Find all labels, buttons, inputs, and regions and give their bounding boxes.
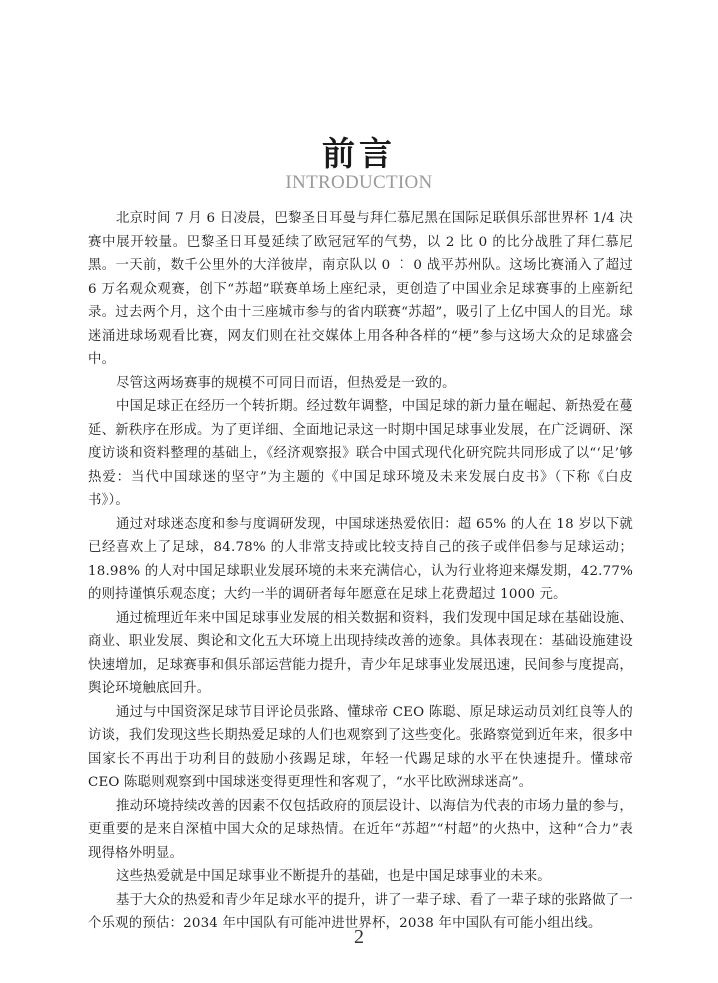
paragraph: 基于大众的热爱和青少年足球水平的提升，讲了一辈子球、看了一辈子球的张路做了一个乐观的预估：2034 年中国队有可能冲进世界杯，2038 年中国队有可能小组出线。 (88, 892, 633, 931)
page-title: 前言 (322, 134, 396, 173)
paragraph: 中国足球正在经历一个转折期。经过数年调整，中国足球的新力量在崛起、新热爱在蔓延、新秩序在形成。为了更详细、全面地记录这一时期中国足球事业发展，在广泛调研、深度访谈和资料整理的基础上，《经济观察报》联合中国式现代化研究院共同形成了以“‘足’够热爱：当代中国球迷的坚守”为主题的《中国足球环境及未来发展白皮书》（下称《白皮书》）。 (88, 399, 633, 508)
paragraph: 通过与中国资深足球节目评论员张路、懂球帝 CEO 陈聪、原足球运动员刘红良等人的访谈，我们发现这些长期热爱足球的人们也观察到了这些变化。张路察觉到近年来，很多中国家长不再出于功利目的鼓励小孩踢足球，年轻一代踢足球的水平在快速提升。懂球帝 CEO 陈聪则观察到中国球迷变得更理性和客观了，“水平比欧洲球迷高”。 (88, 704, 633, 790)
paragraph: 通过梳理近年来中国足球事业发展的相关数据和资料，我们发现中国足球在基础设施、商业、职业发展、舆论和文化五大环境上出现持续改善的迹象。具体表现在：基础设施建设快速增加，足球赛事和俱乐部运营能力提升，青少年足球事业发展迅速，民间参与度提高，舆论环境触底回升。 (88, 610, 633, 696)
page-subtitle: INTRODUCTION (285, 172, 433, 193)
paragraph: 这些热爱就是中国足球事业不断提升的基础，也是中国足球事业的未来。 (116, 869, 551, 884)
paragraph: 推动环境持续改善的因素不仅包括政府的顶层设计、以海信为代表的市场力量的参与，更重要的是来自深植中国大众的足球热情。在近年“苏超”“村超”的火热中，这种“合力”表现得格外明显。 (88, 798, 633, 861)
body-text (88, 207, 633, 936)
paragraph: 尽管这两场赛事的规模不可同日而语，但热爱是一致的。 (116, 375, 456, 391)
paragraph: 北京时间 7 月 6 日凌晨，巴黎圣日耳曼与拜仁慕尼黑在国际足联俱乐部世界杯 1/4 决赛中展开较量。巴黎圣日耳曼延续了欧冠冠军的气势，以 2 比 0 的比分战胜了拜仁慕尼黑。一天前，数千公里外的大洋彼岸，南京队以 0 ︰ 0 战平苏州队。这场比赛涌入了超过 6 万名观众观赛，创下“苏超”联赛单场上座纪录，更创造了中国业余足球赛事的上座新纪录。过去两个月，这个由十三座城市参与的省内联赛“苏超”，吸引了上亿中国人的目光。球迷涌进球场观看比赛，网友们则在社交媒体上用各种各样的“梗”参与这场大众的足球盛会中。 (88, 211, 633, 367)
paragraph: 通过对球迷态度和参与度调研发现，中国球迷热爱依旧：超 65% 的人在 18 岁以下就已经喜欢上了足球，84.78% 的人非常支持或比较支持自己的孩子或伴侣参与足球运动；18.98% 的人对中国足球职业发展环境的未来充满信心，认为行业将迎来爆发期，42.77% 的则持谨慎乐观态度；大约一半的调研者每年愿意在足球上花费超过 1000 元。 (88, 516, 633, 602)
page-number: 2 (354, 926, 364, 948)
